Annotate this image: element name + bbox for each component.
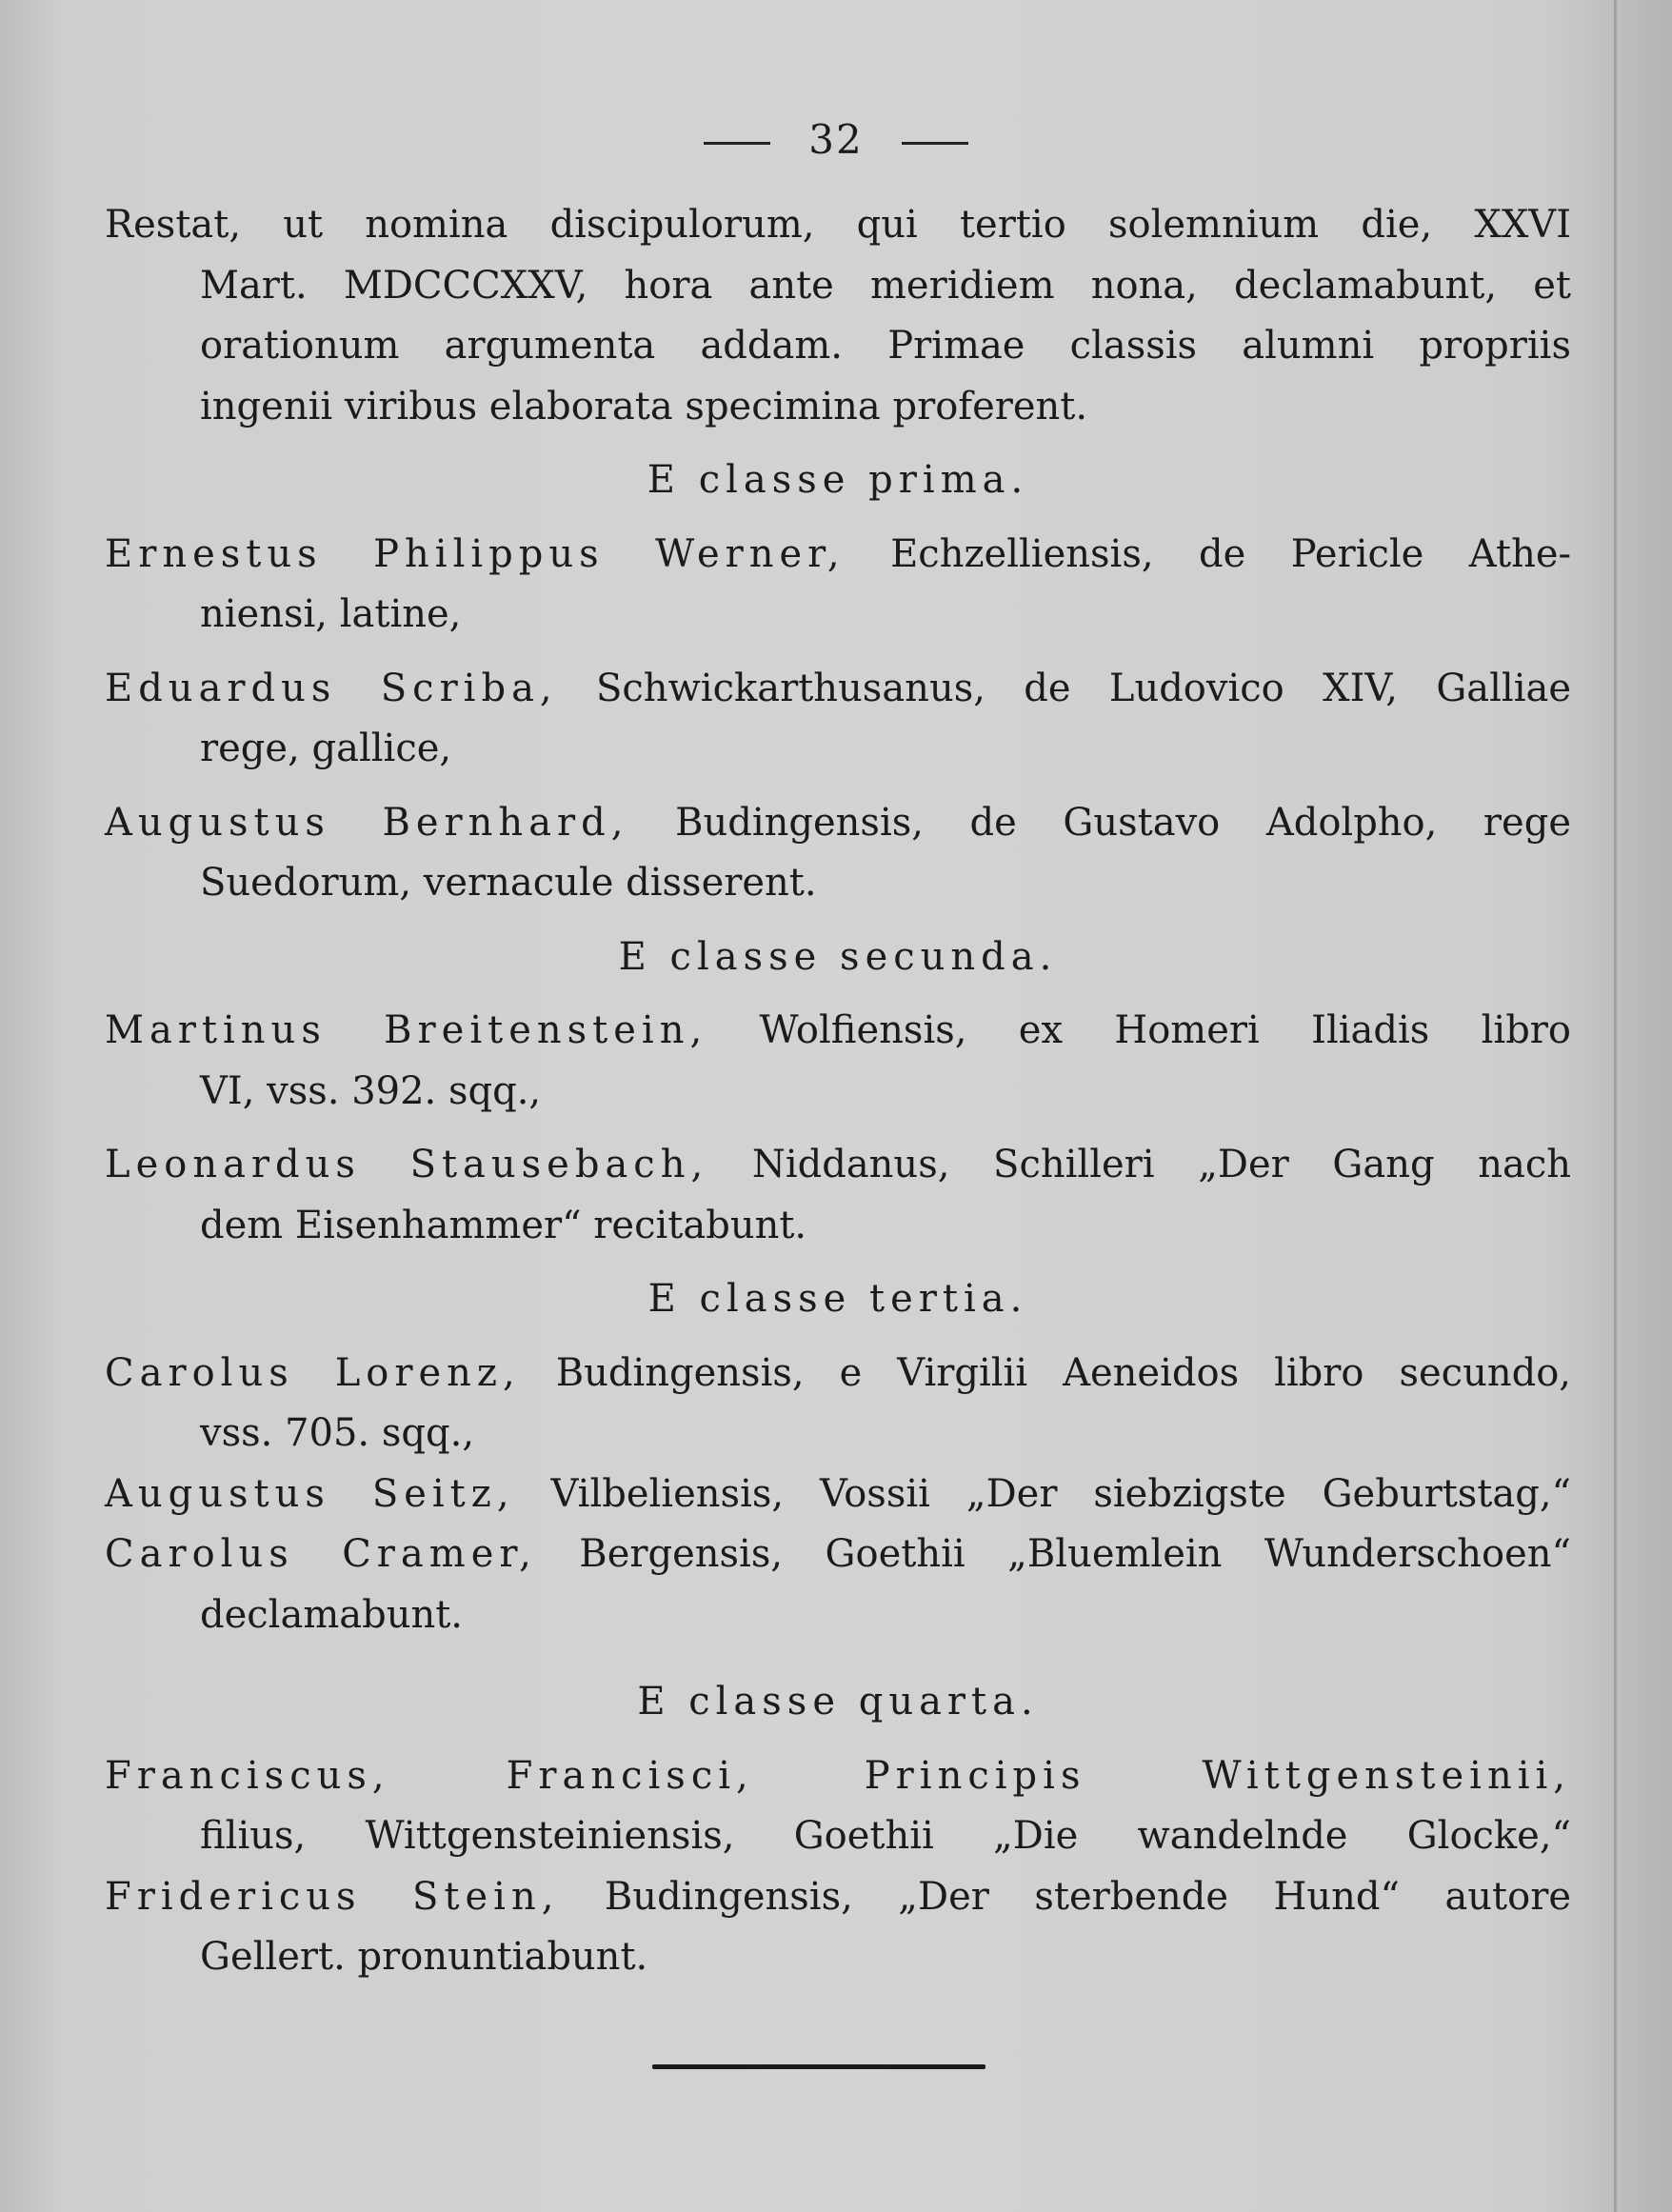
entry-text: Echzelliensis, de Pericle Athe- xyxy=(890,531,1572,576)
entry-name: Carolus Cramer, xyxy=(105,1532,537,1576)
entry-name: Eduardus Scriba, xyxy=(105,666,558,710)
entry-text: Bergensis, Goethii „Bluemlein Wunderschoen“ xyxy=(579,1532,1571,1576)
entry-continuation: Suedorum, vernacule disserent. xyxy=(200,861,817,905)
section-heading: E classe prima. xyxy=(647,458,1029,502)
header-dash-right xyxy=(902,142,968,145)
entry-name: Martinus Breitenstein, xyxy=(105,1008,708,1052)
entry-first-line xyxy=(105,1465,1571,1525)
entry-continuation: declamabunt. xyxy=(200,1592,464,1637)
entry-text: Vilbeliensis, Vossii „Der siebzigste Geburtstag,“ xyxy=(550,1471,1572,1516)
body-text xyxy=(105,195,1571,1988)
entry-name: Augustus Bernhard, xyxy=(105,800,629,845)
header-dash-left xyxy=(704,142,770,145)
intro-line: orationum argumenta addam. Primae classis alumni propriis xyxy=(200,324,1571,368)
entry-name: Leonardus Stausebach, xyxy=(105,1143,709,1186)
intro-line: Restat, ut nomina discipulorum, qui tertio solemnium die, XXVI xyxy=(105,203,1571,247)
entry-continuation: VI, vss. 392. sqq., xyxy=(200,1068,542,1113)
entry-text: Wolfiensis, ex Homeri Iliadis libro xyxy=(759,1008,1572,1052)
entry-continuation: Gellert. pronuntiabunt. xyxy=(200,1935,648,1979)
entry-continuation: filius, Wittgensteiniensis, Goethii „Die wandelnde Glocke,“ xyxy=(200,1814,1571,1858)
entry-continuation: rege, gallice, xyxy=(200,727,452,770)
entry-first-line xyxy=(105,1746,1571,1807)
entry-continuation: niensi, latine, xyxy=(200,592,462,636)
entry-text: Schwickarthusanus, de Ludovico XIV, Galliae xyxy=(596,666,1572,710)
entry-first-line xyxy=(105,1524,1571,1585)
entry-continuation: vss. 705. sqq., xyxy=(200,1411,475,1455)
entry-first-line xyxy=(105,1001,1571,1062)
entry-first-line xyxy=(105,525,1571,586)
entry-first-line xyxy=(105,659,1571,720)
entry-text: Principis Wittgensteinii, xyxy=(864,1753,1572,1798)
page-spine xyxy=(1614,0,1617,2212)
entry-text: Niddanus, Schilleri „Der Gang nach xyxy=(751,1143,1571,1186)
page-header xyxy=(0,116,1672,163)
intro-line: ingenii viribus elaborata specimina proferent. xyxy=(200,384,1088,428)
entry-first-line xyxy=(105,1867,1571,1928)
entry-name: Fridericus Stein, xyxy=(105,1874,560,1919)
entry-name: Franciscus, Francisci, xyxy=(105,1753,754,1798)
entry-text: Budingensis, e Virgilii Aeneidos libro secundo, xyxy=(555,1350,1571,1395)
entry-name: Carolus Lorenz, xyxy=(105,1350,521,1395)
closing-rule xyxy=(652,2064,985,2069)
intro-line: Mart. MDCCCXXV, hora ante meridiem nona, declamabunt, et xyxy=(200,263,1571,308)
entry-first-line xyxy=(105,793,1571,854)
section-heading: E classe secunda. xyxy=(618,934,1058,979)
entry-continuation: dem Eisenhammer“ recitabunt. xyxy=(200,1203,807,1247)
section-heading: E classe quarta. xyxy=(637,1680,1039,1724)
entry-first-line xyxy=(105,1344,1571,1405)
entry-name: Augustus Seitz, xyxy=(105,1471,515,1516)
entry-text: Budingensis, de Gustavo Adolpho, rege xyxy=(675,800,1571,845)
section-heading: E classe tertia. xyxy=(647,1277,1028,1321)
page-number: 32 xyxy=(808,116,864,163)
entry-text: Budingensis, „Der sterbende Hund“ autore xyxy=(604,1874,1571,1919)
entry-name: Ernestus Philippus Werner, xyxy=(105,531,846,576)
entry-first-line xyxy=(105,1135,1571,1196)
